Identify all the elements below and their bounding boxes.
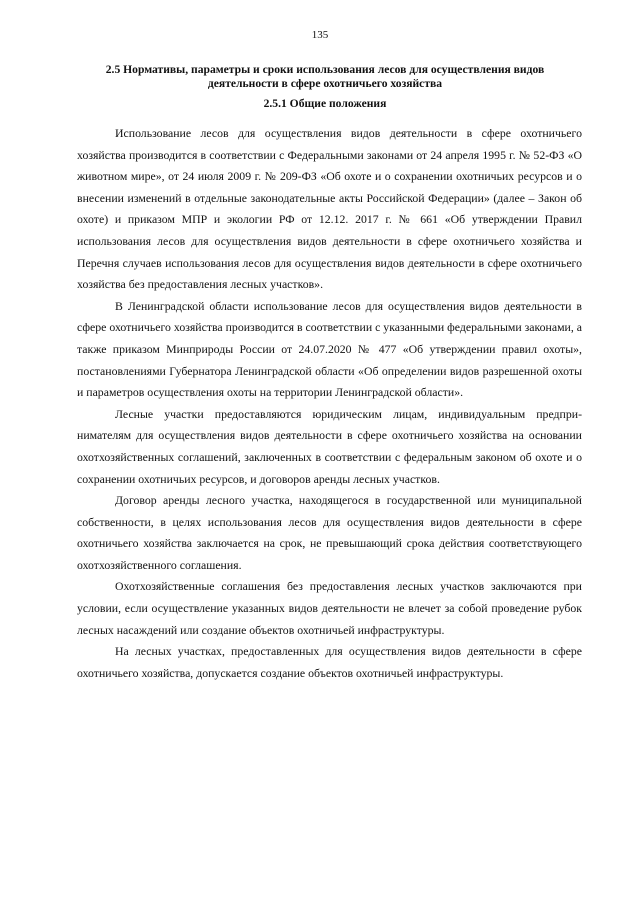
paragraph: Лесные участки предоставляются юридическим лицам, индивидуальным предпринимателям для осуществления видов деятельности в сфере охотничьего хозяйства на основании охотхозяйственных соглашений, заключенных в соответствии с федеральным законом об охоте и о сохранении охотничьих ресурсов, и договоров аренды лесных участков. — [77, 406, 582, 486]
section-title: 2.5 Нормативы, параметры и сроки использования лесов для осуществления видов деятельности в сфере охотничьего хозяйства — [105, 63, 545, 90]
paragraph: На лесных участках, предоставленных для осуществления видов деятельности в сфере охотничьего хозяйства, допускается создание объектов охотничьей инфраструктуры. — [77, 644, 582, 680]
subsection-title: 2.5.1 Общие положения — [263, 97, 387, 110]
paragraph: Договор аренды лесного участка, находящегося в государственной или муниципальной собственности, в целях использования лесов для осуществления видов деятельности в сфере охотничьего хозяйства заключается на срок, не превышающий срока действия соответствующего охотхозяйственного соглашения. — [77, 493, 582, 572]
paragraph: Использование лесов для осуществления видов деятельности в сфере охотничьего хозяйства производится в соответствии с Федеральными законами от 24 апреля 1995 г. № 52-ФЗ «О животном мире», от 24 июля 2009 г. № 209-ФЗ «Об охоте и о сохранении охотничьих ресурсов и о внесении изменений в отдельные законодательные акты Российской Федерации» (далее – Закон об охоте) и приказом МПР и экологии РФ от 12.12. 2017 г. № 661 «Об утверждении Правил использования лесов для осуществления видов деятельности в сфере охотничьего хозяйства и Перечня случаев использования лесов для осуществления видов деятельности в сфере охотничьего хозяйства без предоставления лесных участков». — [77, 126, 582, 292]
paragraph: В Ленинградской области использование лесов для осуществления видов деятельности в сфере охотничьего хозяйства производится в соответствии с указанными федеральными законами, а также приказом Минприроды России от 24.07.2020 № 477 «Об утверждении правил охоты», постановлениями Губернатора Ленинградской области «Об определении видов разрешенной охоты и параметров осуществления охоты на территории Ленинградской области». — [77, 298, 582, 400]
body-text — [77, 123, 582, 684]
paragraph: Охотхозяйственные соглашения без предоставления лесных участков заключаются при условии, если осуществление указанных видов деятельности не влечет за собой проведение рубок лесных насаждений или создание объектов охотничьей инфраструктуры. — [77, 579, 582, 637]
page-number: 135 — [311, 29, 329, 41]
